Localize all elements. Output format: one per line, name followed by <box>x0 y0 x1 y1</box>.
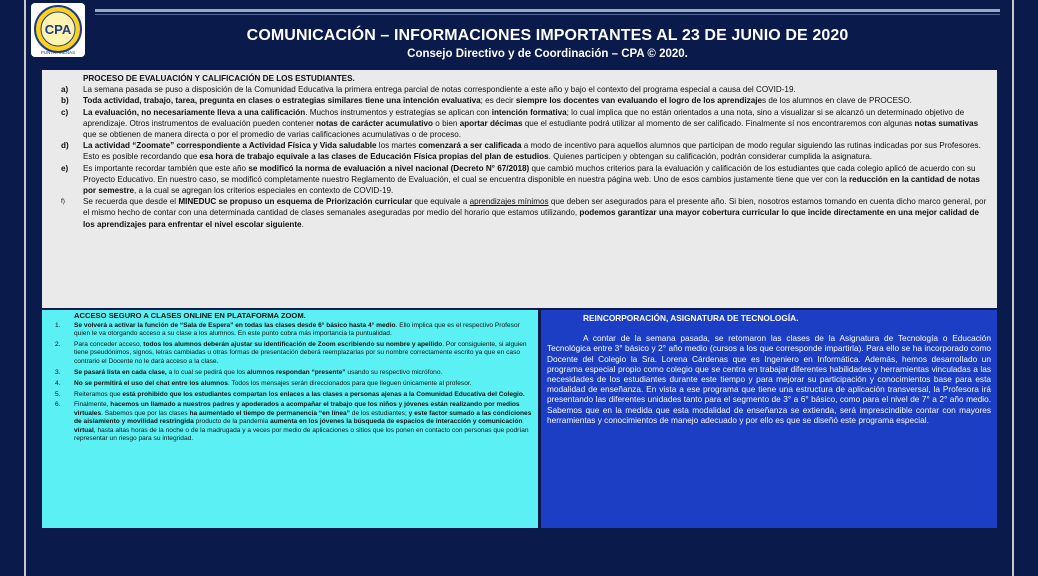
list-text: alumnos respondan “presente” <box>247 368 346 376</box>
list-text: Se volverá a activar la función de “Sala de Espera” en todas las clases desde 6° básico hasta 4° medio <box>74 321 396 329</box>
list-marker: c) <box>61 107 69 117</box>
header-rule-thin <box>95 14 1000 15</box>
technology-heading: REINCORPORACIÓN, ASIGNATURA DE TECNOLOGÍA. <box>583 313 799 323</box>
list-text: podemos garantizar una mayor cobertura curricular lo que incide directamente en una mejor calidad de los aprendizajes para enfrentar el nivel escolar siguiente <box>83 208 979 229</box>
list-text: a modo de incentivo para aquellos alumnos que participan de modo regular siguiendo las rutinas indicadas por sus Profesores. Esto es posible recordando que <box>83 141 981 162</box>
list-text: Se pasará lista en cada clase, <box>74 368 167 376</box>
header-rule <box>95 9 1000 12</box>
school-logo <box>31 3 85 57</box>
page-subtitle: Consejo Directivo y de Coordinación – CPA © 2020. <box>407 48 688 60</box>
list-text: La evaluación, no necesariamente lleva a una calificación <box>83 107 306 117</box>
technology-body: A contar de la semana pasada, se retomaron las clases de la Asignatura de Tecnología o Educación Tecnológica entre 3° básico y 2° año medio (cursos a los que corresponde impartirla). Para ello se ha incorporado como Docente del Colegio la Sra. Lorena Cárdenas que es Ingeniero en Informática. Además, hemos desarrollado un programa especial propio como colegio que se centra en trabajar diferentes habilidades y herramientas vinculadas a las necesidades de los estudiantes durante este tiempo y para mejorar su participación y conocimientos base para esta modalidad de enseñanza. En vista a ese programa que tiene una estructura de aplicación transversal, la Profesora irá presentando las diferentes unidades tanto para el segmento de 3° a 6° básico, como para el nivel de 7° a 2° año medio. Sabemos que en la medida que esta modalidad de enseñanza se extienda, será imprescindible contar con mayores herramientas y conocimientos de manejo adecuado y por ello es que se diseñó este programa especial. <box>547 333 991 425</box>
list-text: s de los alumnos en clave de PROCESO. <box>762 96 912 106</box>
list-text: ; es decir <box>480 96 516 106</box>
list-text: los martes <box>376 141 419 151</box>
list-text: de los estudiantes; <box>349 409 409 417</box>
page-title: COMUNICACIÓN – INFORMACIONES IMPORTANTES AL 23 DE JUNIO DE 2020 <box>246 27 849 44</box>
list-text: hacemos un llamado a nuestros padres y apoderados a acompañar el trabajo que los niños y jóvenes están realizando por medios virtuales <box>74 401 520 417</box>
list-text: ; lo cual implica que no están orientados a una nota, sino a visualizar si se alcanzó un determinado objetivo de aprendizaje. Otros instrumentos de evaluación pueden contener <box>83 107 965 128</box>
list-text: que deben ser asegurados para el presente año. Si bien, nosotros estamos tomando en cuenta dicho marco general, por el mismo hecho de contar con una determinada cantidad de clases semanales aseguradas por medio del horario que estamos utilizando, <box>83 197 987 218</box>
list-marker: 4. <box>55 379 61 387</box>
list-text: siempre los docentes van evaluando el logro de los aprendizaje <box>515 96 762 106</box>
zoom-access-item <box>48 322 532 339</box>
evaluation-heading: PROCESO DE EVALUACIÓN Y CALIFICACIÓN DE LOS ESTUDIANTES. <box>83 74 355 83</box>
list-marker: 3. <box>55 368 61 376</box>
zoom-access-item <box>48 341 532 367</box>
list-text: . Muchos instrumentos y estrategias se aplican con <box>305 107 492 117</box>
technology-section <box>541 310 997 528</box>
list-text: está prohibido que los estudiantes compartan los enlaces a las clases a personas ajenas a la Comunidad Educativa del Colegio. <box>122 390 525 398</box>
list-text: aumenta en los jóvenes la búsqueda de espacios de interacción y comunicación virtual <box>74 418 523 434</box>
list-marker: d) <box>61 141 69 151</box>
list-text: . Ello implica que es el respectivo Profesor quien le va otorgando acceso a su clase a los alumnos. En este punto cobra más importancia la puntualidad. <box>74 321 520 337</box>
list-text: MINEDUC se propuso un esquema de Priorización curricular <box>178 197 413 207</box>
list-text: notas de carácter acumulativo <box>316 118 434 128</box>
list-text: Se recuerda que desde el <box>83 197 179 207</box>
list-text: o bien <box>433 118 460 128</box>
list-text: que se obtienen de manera directa o por el promedio de varias calificaciones acumulativas o de proceso. <box>83 130 462 140</box>
list-text: esa hora de trabajo equivale a las clases de Educación Física propias del plan de estudios <box>199 152 549 162</box>
list-marker: e) <box>61 163 69 173</box>
evaluation-item <box>48 140 991 162</box>
list-text: Es importante recordar también que este año <box>83 163 249 173</box>
list-text: aprendizajes mínimos <box>469 197 549 207</box>
list-text: producto de la pandemia <box>193 418 271 426</box>
list-text: . Todos los mensajes serán direccionados para que lleguen únicamente al profesor. <box>227 379 472 387</box>
list-text: . <box>301 219 304 229</box>
zoom-access-list <box>48 322 532 444</box>
list-text: Reiteramos que <box>74 390 123 398</box>
zoom-access-heading: ACCESO SEGURO A CLASES ONLINE EN PLATAFORMA ZOOM. <box>74 311 306 320</box>
list-text: Finalmente, <box>74 401 111 409</box>
list-marker: 2. <box>55 340 61 348</box>
list-text: , a la cual se agregan los criterios especiales en contexto de COVID-19. <box>134 186 394 196</box>
evaluation-item <box>48 107 991 141</box>
list-text: . Quienes participen y obtengan su calificación, podrán considerar cumplida la asignatura. <box>548 152 872 162</box>
list-text: , hasta altas horas de la noche o de la madrugada y a veces por medio de aplicaciones o sitios que los ponen en contacto con personas que podrían representar un riesgo para su integridad. <box>74 426 529 443</box>
evaluation-item <box>48 95 991 106</box>
zoom-access-item <box>48 380 532 389</box>
logo-text: CPA <box>44 22 72 37</box>
list-text: Toda actividad, trabajo, tarea, pregunta en clases o estrategias similares tiene una intención evaluativa <box>83 96 481 106</box>
list-text: La actividad “Zoomate” correspondiente a Actividad Física y Vida saludable <box>83 141 377 151</box>
list-text: ha aumentado el tiempo de permanencia “en línea” <box>189 409 350 417</box>
list-text: a lo cual se pedirá que los <box>166 368 248 376</box>
list-text: Para conceder acceso, <box>74 340 144 348</box>
list-text: todos los alumnos deberán ajustar su identificación de Zoom escribiendo su nombre y apellido <box>143 340 443 348</box>
list-text: aportar décimas <box>459 118 523 128</box>
list-text: comenzará a ser calificada <box>418 141 522 151</box>
list-text: intención formativa <box>491 107 567 117</box>
list-marker: f) <box>61 198 65 206</box>
evaluation-item <box>48 196 991 230</box>
list-text: . Sabemos que por las clases <box>101 409 190 417</box>
list-text: usando su respectivo micrófono. <box>345 368 443 376</box>
zoom-access-section <box>42 310 538 528</box>
list-text: se modificó la norma de evaluación a nivel nacional (Decreto N° 67/2018) <box>248 163 530 173</box>
list-marker: 6. <box>55 401 61 409</box>
list-text: reducción en la cantidad de notas por semestre <box>83 174 980 196</box>
list-marker: 5. <box>55 390 61 398</box>
evaluation-list <box>48 84 991 230</box>
list-text: que el estudiante podrá utilizar al momento de ser calificado. Finalmente sí nos encontraremos con algunas <box>522 118 915 128</box>
logo-caption: PUNTA ARENAS <box>40 50 76 55</box>
zoom-access-item <box>48 401 532 444</box>
list-text: La semana pasada se puso a disposición de la Comunidad Educativa la primera entrega parcial de notas correspondiente a este año y bajo el contexto del programa especial a causa del COVID-19. <box>83 85 796 95</box>
evaluation-item <box>48 163 991 197</box>
list-text: notas sumativas <box>914 118 979 128</box>
list-marker: b) <box>61 96 69 106</box>
list-text: y este factor sumado a las condiciones de aislamiento y movilidad restringida <box>74 409 532 426</box>
evaluation-item <box>48 84 991 95</box>
zoom-access-item <box>48 391 532 400</box>
list-text: que equivale a <box>412 197 470 207</box>
evaluation-section <box>42 70 997 308</box>
list-marker: a) <box>61 85 69 95</box>
list-text: No se permitirá el uso del chat entre los alumnos <box>74 379 228 387</box>
list-text: que cambió muchos criterios para la evaluación y calificación de los estudiantes que cada colegio aplicó de acuerdo con su Proyecto Educativo. En nuestro caso, se modificó completamente nuestro Reglamento de Evaluación, el cual se encuentra disponible en nuestra página web. Uno de esos cambios justamente tiene que ver con la <box>83 163 976 184</box>
list-marker: 1. <box>55 321 61 329</box>
list-text: . Por consiguiente, si alguien tiene pseudónimos, signos, letras cambiadas u otras formas de presentación deberá reemplazarlas por su nombre correctamente escrito ya que en caso contrario el Docente no le dará acceso a la clase. <box>74 340 527 365</box>
zoom-access-item <box>48 369 532 378</box>
